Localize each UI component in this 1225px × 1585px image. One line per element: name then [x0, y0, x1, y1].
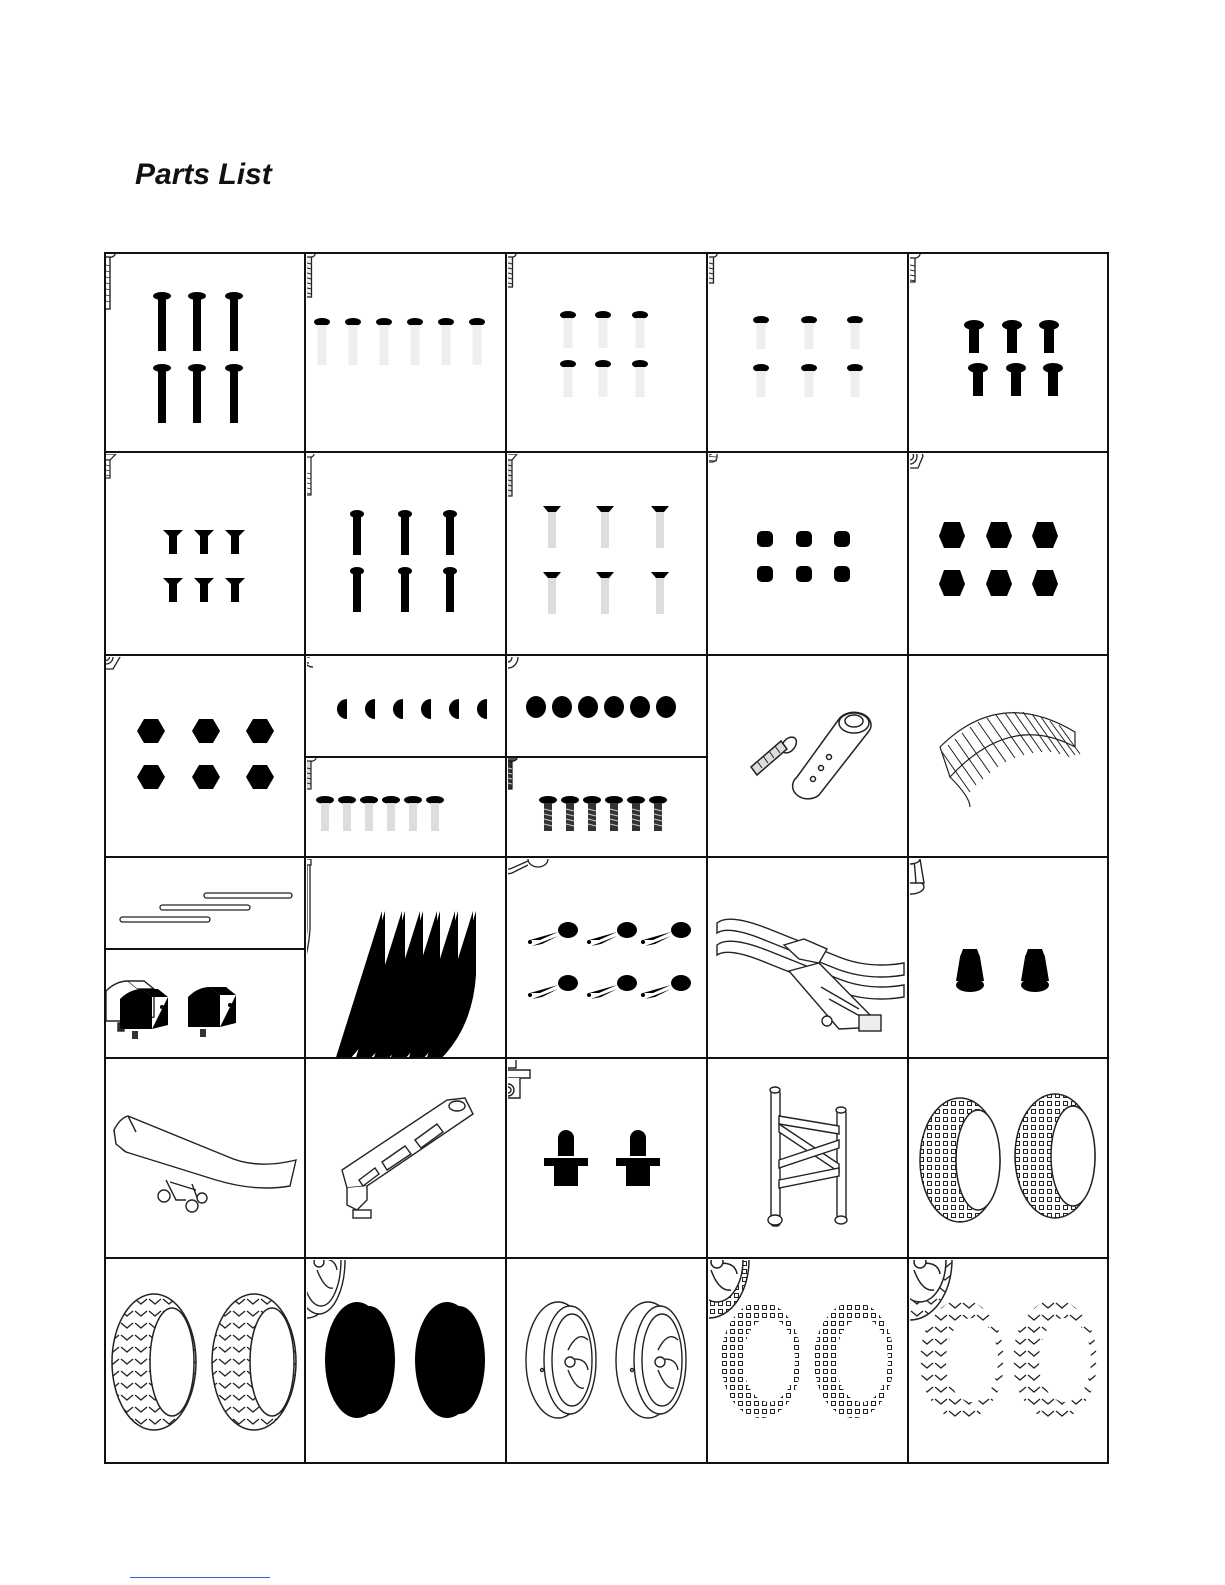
part-wheel-hexes [910, 859, 1107, 1057]
part-set-screws [709, 454, 907, 654]
part-flat-screws [307, 758, 505, 856]
bumper-icon [709, 859, 907, 1057]
wheel-rim-pair-icon [307, 1260, 505, 1462]
part-rear-wing [106, 1060, 304, 1257]
part-chevron-wheel-assemblies [910, 1260, 1107, 1462]
wing-mount-icon [709, 1060, 907, 1257]
flat-screw-row-icon [307, 758, 505, 856]
pin-wheel-assembly-pair-icon [709, 1260, 907, 1462]
part-mount-blocks [106, 951, 304, 1057]
part-long-screws [106, 254, 304, 451]
part-chassis-brace [307, 1060, 505, 1257]
wheel-rim-pair-icon [508, 1260, 706, 1462]
part-chevron-tires [106, 1260, 304, 1462]
chevron-wheel-assembly-pair-icon [910, 1260, 1107, 1462]
part-lock-nuts [106, 657, 304, 856]
part-wing-mount [709, 1060, 907, 1257]
short-screw-set-icon [709, 254, 907, 451]
part-hinge-pins [106, 859, 304, 948]
body-post-pair-icon [508, 1060, 706, 1257]
part-e-clips [307, 657, 505, 756]
part-wheel-rims-a [307, 1260, 505, 1462]
part-cable-ties [307, 859, 505, 1057]
machine-screw-row-icon [307, 254, 505, 451]
part-body-clips [508, 859, 706, 1057]
part-servo-horn [709, 657, 907, 856]
long-screw-set-icon [106, 254, 304, 451]
wheel-hex-pair-icon [910, 859, 1107, 1057]
part-flange-nuts [910, 454, 1107, 654]
chevron-tire-pair-icon [106, 1260, 304, 1462]
part-machine-screws [307, 254, 505, 451]
part-body-posts [508, 1060, 706, 1257]
black-screw-row-icon [508, 758, 706, 856]
parts-grid [104, 252, 1119, 1477]
flange-nut-set-icon [910, 454, 1107, 654]
countersunk-screw-set-icon [106, 454, 304, 654]
heat-sink-icon [910, 657, 1107, 856]
washer-row-icon [508, 657, 706, 756]
page-title: Parts List [135, 158, 272, 191]
cable-tie-set-icon [307, 859, 505, 1057]
mount-block-pair-icon [106, 951, 304, 1057]
round-head-screw-set-icon [307, 454, 505, 654]
part-heat-sink [910, 657, 1107, 856]
rear-wing-icon [106, 1060, 304, 1257]
e-clip-row-icon [307, 657, 505, 756]
part-short-screws-b [709, 254, 907, 451]
part-wheel-rims-b [508, 1260, 706, 1462]
part-flat-head-screws [910, 254, 1107, 451]
set-screw-set-icon [709, 454, 907, 654]
servo-horn-icon [709, 657, 907, 856]
part-short-screws-a [508, 254, 706, 451]
body-clip-set-icon [508, 859, 706, 1057]
pin-tire-pair-icon [910, 1060, 1107, 1257]
lock-nut-set-icon [106, 657, 304, 856]
part-pin-tires [910, 1060, 1107, 1257]
part-countersunk-screws [106, 454, 304, 654]
cross-head-screw-set-icon [508, 454, 706, 654]
part-round-head-screws [307, 454, 505, 654]
part-black-screws [508, 758, 706, 856]
part-bumper [709, 859, 907, 1057]
flat-head-screw-set-icon [910, 254, 1107, 451]
part-washers [508, 657, 706, 756]
part-cross-head-screws [508, 454, 706, 654]
chassis-brace-icon [307, 1060, 505, 1257]
part-pin-wheel-assemblies [709, 1260, 907, 1462]
hinge-pin-set-icon [106, 859, 304, 948]
short-screw-set-icon [508, 254, 706, 451]
footer-link-underline [130, 1577, 270, 1578]
